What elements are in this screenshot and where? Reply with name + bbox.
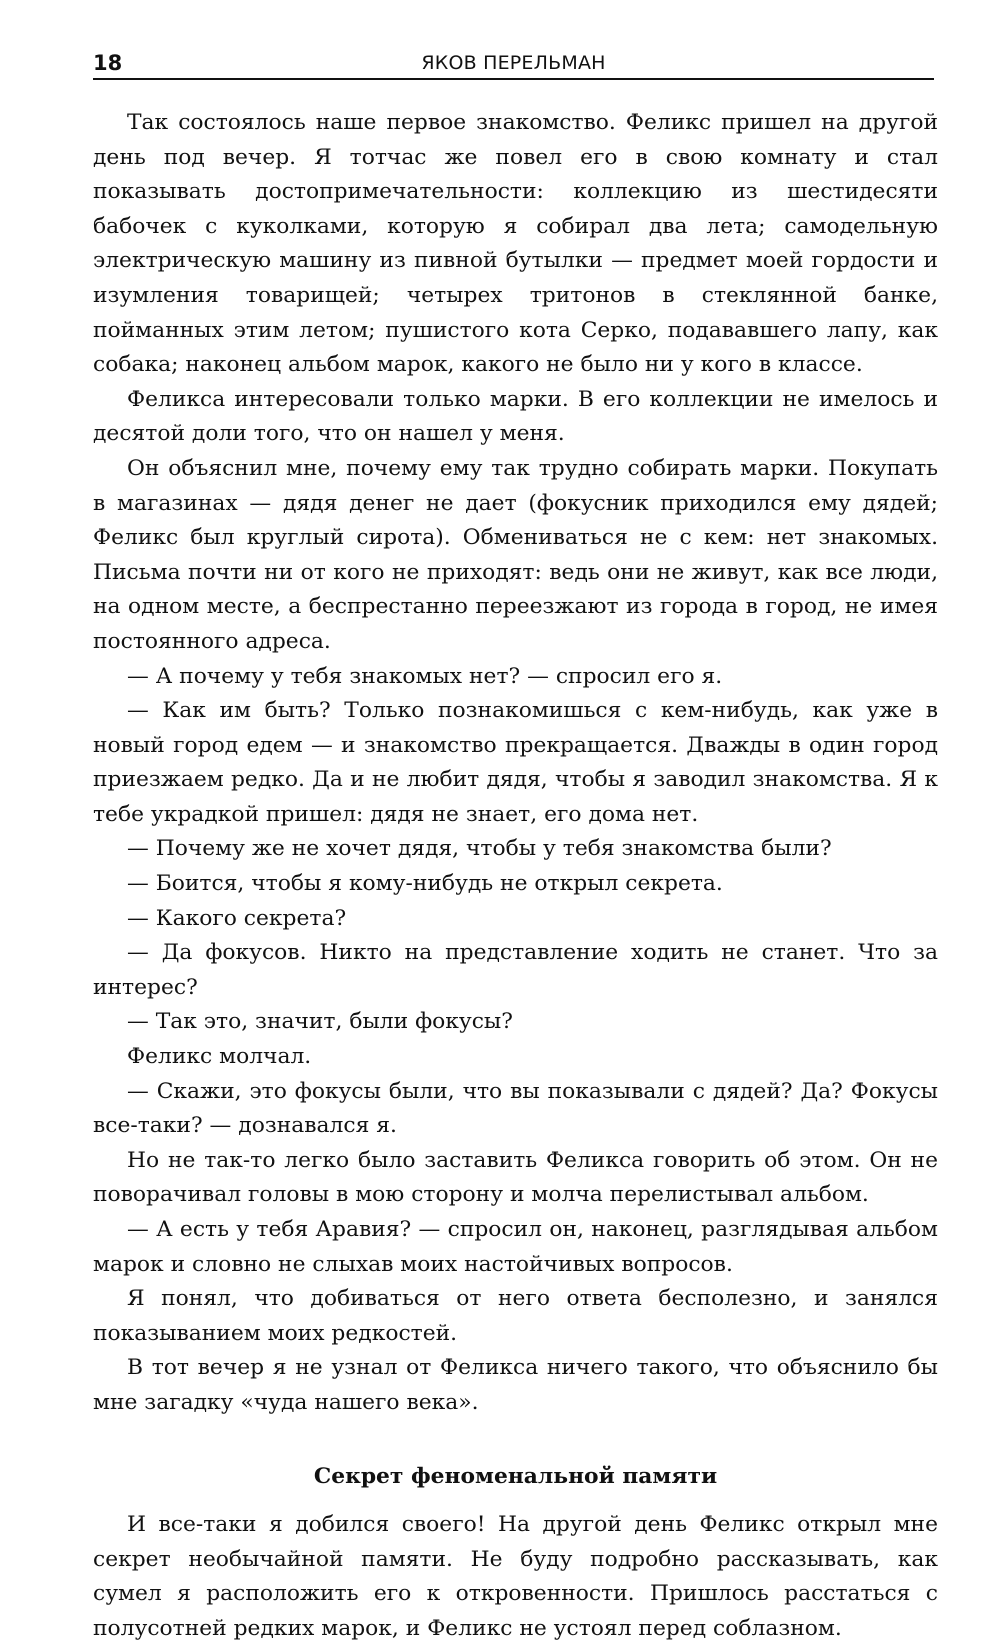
- main-text: [93, 106, 938, 1647]
- paragraph-4: — А почему у тебя знакомых нет? — спросил его я.: [127, 663, 723, 689]
- section-title: Секрет феноменальной памяти: [313, 1463, 718, 1489]
- paragraph-9: — Да фокусов. Никто на представление ходить не станет. Что за интерес?: [93, 940, 938, 1000]
- paragraph-15: Я понял, что добиваться от него ответа бесполезно, и занялся показыванием моих редкостей.: [93, 1286, 938, 1346]
- running-head: ЯКОВ ПЕРЕЛЬМАН: [421, 52, 606, 74]
- paragraph-16: В тот вечер я не узнал от Феликса ничего такого, что объяснило бы мне загадку «чуда нашего века».: [93, 1355, 938, 1415]
- paragraph-12: — Скажи, это фокусы были, что вы показывали с дядей? Да? Фокусы все-таки? — дознавался я.: [93, 1078, 938, 1139]
- section-paragraph-1: И все-таки я добился своего! На другой день Феликс открыл мне секрет необычайной памяти. Не буду подробно рассказывать, как сумел я расположить его к откровенности. Пришлось расстаться с полусотней редких марок, и Феликс не устоял перед соблазном.: [93, 1512, 938, 1641]
- paragraph-13: Но не так-то легко было заставить Феликса говорить об этом. Он не поворачивал головы в мою сторону и молча перелистывал альбом.: [93, 1147, 938, 1208]
- paragraph-6: — Почему же не хочет дядя, чтобы у тебя знакомства были?: [127, 836, 832, 862]
- paragraph-5: — Как им быть? Только познакомишься с кем-нибудь, как уже в новый город едем — и знакомство прекращается. Дважды в один город приезжаем редко. Да и не любит дядя, чтобы я заводил знакомства. Я к тебе украдкой пришел: дядя не знает, его дома нет.: [93, 698, 938, 827]
- paragraph-3: Он объяснил мне, почему ему так трудно собирать марки. Покупать в магазинах — дядя денег не дает (фокусник приходился ему дядей; Феликс был круглый сирота). Обмениваться не с кем: нет знакомых. Письма почти ни от кого не приходят: ведь они не живут, как все люди, на одном месте, а беспрестанно переезжают из города в город, не имея постоянного адреса.: [93, 455, 938, 654]
- paragraph-11: Феликс молчал.: [127, 1044, 312, 1070]
- page-number: 18: [93, 51, 123, 75]
- page-header: [93, 48, 934, 80]
- paragraph-2: Феликса интересовали только марки. В его коллекции не имелось и десятой доли того, что он нашел у меня.: [93, 386, 938, 447]
- paragraph-8: — Какого секрета?: [127, 905, 347, 931]
- paragraph-1: Так состоялось наше первое знакомство. Феликс пришел на другой день под вечер. Я тотчас же повел его в свою комнату и стал показывать достопримечательности: коллекцию из шестидесяти бабочек с куколками, которую я собирал два лета; самодельную электрическую машину из пивной бутылки — предмет моей гордости и изумления товарищей; четырех тритонов в стеклянной банке, пойманных этим летом; пушистого кота Серко, подававшего лапу, как собака; наконец альбом марок, какого не было ни у кого в классе.: [93, 110, 938, 378]
- paragraph-7: — Боится, чтобы я кому-нибудь не открыл секрета.: [127, 871, 723, 897]
- paragraph-14: — А есть у тебя Аравия? — спросил он, наконец, разглядывая альбом марок и словно не слыхав моих настойчивых вопросов.: [93, 1217, 938, 1277]
- paragraph-10: — Так это, значит, были фокусы?: [127, 1009, 513, 1035]
